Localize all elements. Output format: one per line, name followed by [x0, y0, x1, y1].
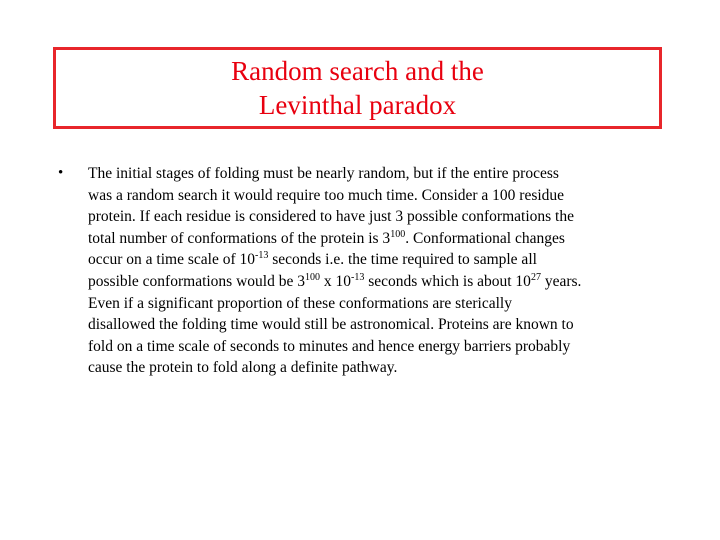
- paragraph-line-10: cause the protein to fold along a definite pathway.: [88, 359, 398, 377]
- paragraph-line-8: disallowed the folding time would still be astronomical. Proteins are known to: [88, 316, 574, 334]
- bullet-icon: •: [58, 165, 64, 181]
- exponent-27: 27: [530, 271, 541, 283]
- exponent-minus-13: -13: [350, 271, 365, 283]
- paragraph-line-5: [88, 249, 668, 271]
- line-6-text-b: x 10: [319, 272, 351, 290]
- line-6-text-a: possible conformations would be 3: [88, 272, 305, 290]
- paragraph-line-4: [88, 228, 668, 250]
- paragraph-line-2: was a random search it would require too much time. Consider a 100 residue: [88, 186, 565, 204]
- line-6-text-c: seconds which is about 10: [364, 272, 531, 290]
- paragraph-line-9: fold on a time scale of seconds to minutes and hence energy barriers probably: [88, 337, 571, 355]
- slide-title-line-2: Levinthal paradox: [258, 90, 457, 120]
- slide-title-line-1: Random search and the: [231, 56, 484, 86]
- exponent-minus-13: -13: [255, 250, 269, 262]
- line-4-text-a: total number of conformations of the protein is 3: [88, 229, 391, 247]
- exponent-100: 100: [390, 228, 406, 240]
- bullet-paragraph: [88, 163, 668, 379]
- slide-title-box: [53, 47, 662, 129]
- line-4-text-b: . Conformational changes: [405, 229, 565, 247]
- exponent-100: 100: [304, 271, 320, 283]
- paragraph-line-6: [88, 271, 668, 293]
- paragraph-line-7: Even if a significant proportion of these conformations are sterically: [88, 294, 512, 312]
- line-5-text-a: occur on a time scale of 10: [88, 251, 255, 269]
- paragraph-line-1: The initial stages of folding must be nearly random, but if the entire process: [88, 165, 559, 182]
- line-5-text-b: seconds i.e. the time required to sample all: [268, 251, 537, 269]
- paragraph-line-3: protein. If each residue is considered to have just 3 possible conformations the: [88, 208, 574, 226]
- line-6-text-d: years.: [540, 272, 582, 290]
